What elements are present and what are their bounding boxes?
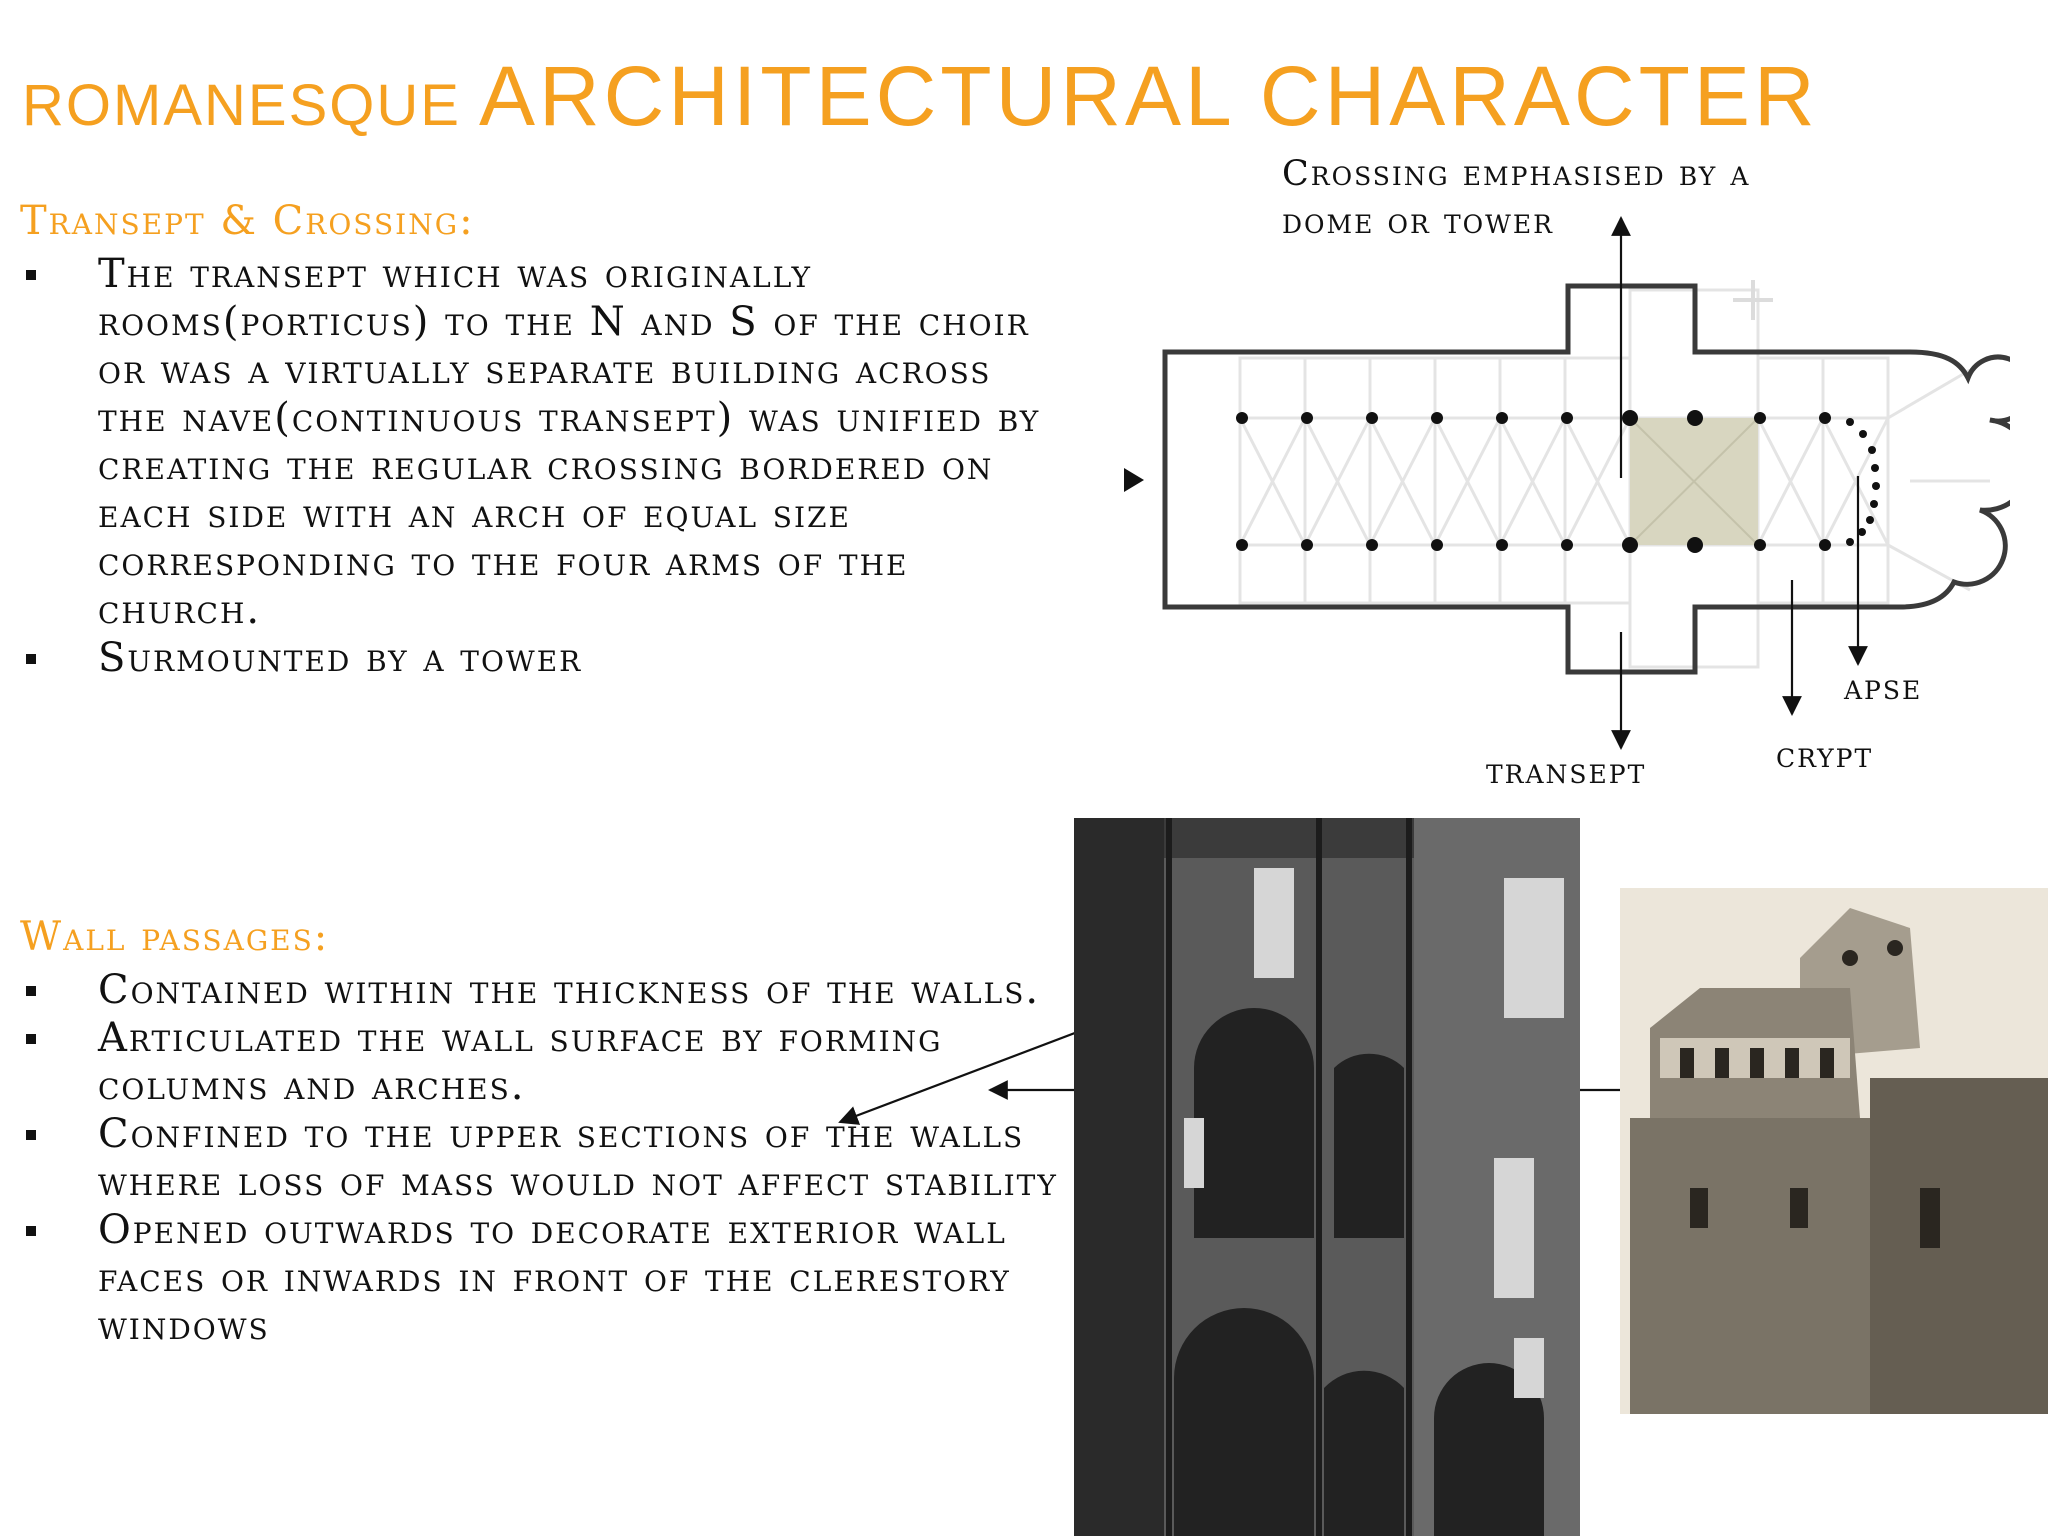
transept-heading: Transept & Crossing:	[20, 198, 475, 244]
wall-bullet: Contained within the thickness of the walls.	[22, 966, 1062, 1014]
wall-bullet: Confined to the upper sections of the walls where loss of mass would not affect stability	[22, 1110, 1062, 1206]
cathedral-interior-photo	[1074, 818, 1580, 1536]
wall-bullet: Articulated the wall surface by forming columns and arches.	[22, 1014, 1062, 1110]
title-prefix: ROMANESQUE	[22, 73, 461, 138]
transept-label: transept	[1486, 752, 1647, 792]
wall-bullet: Opened outwards to decorate exterior wall faces or inwards in front of the clerestory windows	[22, 1206, 1062, 1350]
crossing-label-line1: Crossing emphasised by a	[1282, 154, 1751, 194]
crypt-label: crypt	[1776, 736, 1874, 776]
wall-passages-heading: Wall passages:	[20, 914, 330, 960]
transept-bullet: Surmounted by a tower	[22, 634, 1062, 682]
church-exterior-photo	[1620, 888, 2048, 1414]
crossing-label-line2: dome or tower	[1282, 202, 1554, 242]
apse-label: apse	[1844, 668, 1923, 708]
transept-bullet: The transept which was originally rooms(porticus) to the N and S of the choir or was a virtually separate building across the nave(continuous transept) was unified by creating the regular crossing bordered on each side with an arch of equal size corresponding to the four arms of the church.	[22, 250, 1062, 634]
title-main: ARCHITECTURAL CHARACTER	[478, 49, 1819, 143]
